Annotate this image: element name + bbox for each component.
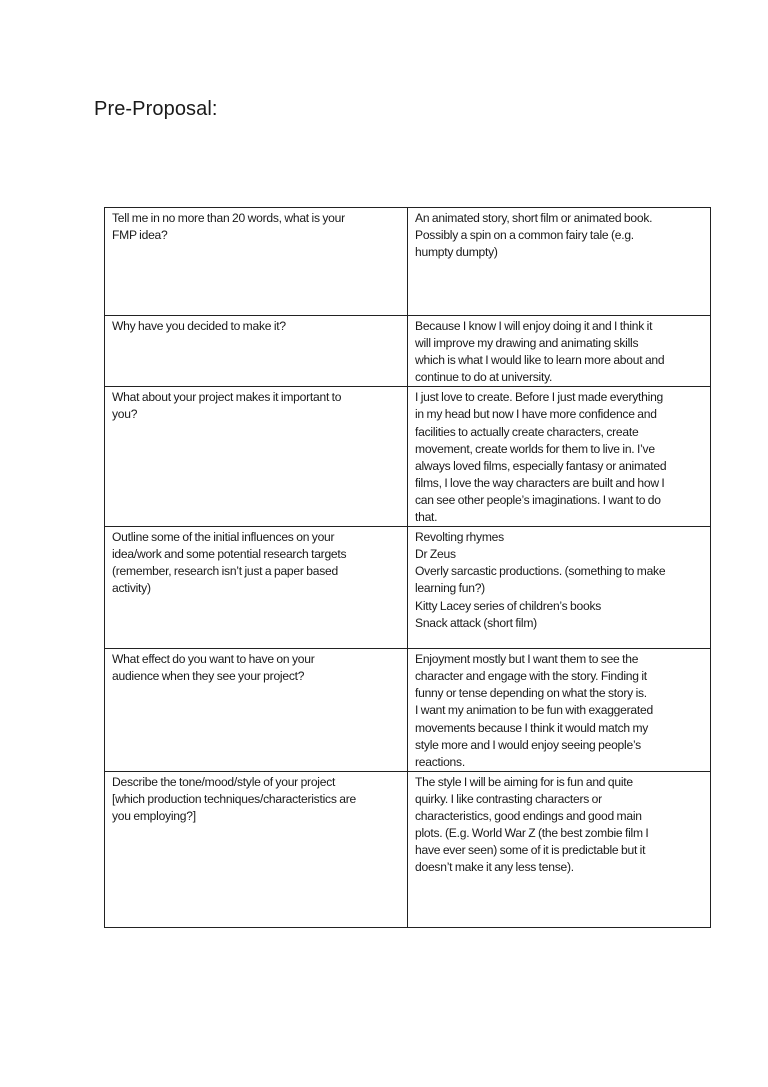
question-line: you?: [112, 407, 138, 422]
answer-cell: [408, 316, 711, 387]
answer-line: Overly sarcastic productions. (something to make: [415, 564, 666, 579]
question-line: (remember, research isn’t just a paper based: [112, 564, 338, 579]
answer-line: Enjoyment mostly but I want them to see the: [415, 652, 639, 667]
answer-line: films, I love the way characters are built and how I: [415, 475, 665, 490]
answer-line: learning fun?): [415, 581, 485, 596]
answer-line: Kitty Lacey series of children’s books: [415, 598, 602, 613]
answer-line: An animated story, short film or animated book.: [415, 211, 653, 225]
question-line: Describe the tone/mood/style of your project: [112, 774, 336, 789]
answer-line: that.: [415, 510, 438, 525]
table-row: [105, 771, 711, 927]
question-cell: [105, 387, 408, 527]
question-line: What about your project makes it important to: [112, 390, 342, 405]
answer-line: quirky. I like contrasting characters or: [415, 791, 602, 806]
question-line: Tell me in no more than 20 words, what is your: [112, 211, 345, 225]
answer-cell: [408, 387, 711, 527]
answer-line: Because I know I will enjoy doing it and I think it: [415, 319, 653, 333]
question-line: Why have you decided to make it?: [112, 319, 286, 333]
question-cell: [105, 316, 408, 387]
answer-line: Possibly a spin on a common fairy tale (e.g.: [415, 228, 634, 243]
answer-line: Dr Zeus: [415, 547, 456, 562]
table-row: [105, 649, 711, 772]
answer-line: I want my animation to be fun with exaggerated: [415, 703, 653, 718]
question-line: activity): [112, 581, 151, 596]
question-cell: [105, 208, 408, 316]
pre-proposal-table: [104, 207, 711, 928]
question-cell: [105, 771, 408, 927]
answer-line: characteristics, good endings and good main: [415, 808, 642, 823]
question-line: you employing?]: [112, 808, 196, 823]
question-line: [which production techniques/characteristics are: [112, 791, 356, 806]
table-row: [105, 527, 711, 649]
table-row: [105, 208, 711, 316]
answer-line: funny or tense depending on what the story is.: [415, 686, 647, 701]
question-cell: [105, 527, 408, 649]
answer-cell: [408, 208, 711, 316]
answer-line: doesn’t make it any less tense).: [415, 860, 574, 875]
question-line: FMP idea?: [112, 228, 168, 243]
answer-cell: [408, 527, 711, 649]
answer-line: movements because I think it would match my: [415, 720, 649, 735]
table-row: [105, 387, 711, 527]
answer-line: character and engage with the story. Finding it: [415, 669, 647, 684]
question-line: idea/work and some potential research targets: [112, 547, 347, 562]
question-line: What effect do you want to have on your: [112, 652, 315, 667]
answer-line: in my head but now I have more confidence and: [415, 407, 657, 422]
answer-line: The style I will be aiming for is fun and quite: [415, 774, 633, 789]
answer-line: continue to do at university.: [415, 370, 553, 385]
answer-line: movement, create worlds for them to live in. I’ve: [415, 441, 655, 456]
table-row: [105, 316, 711, 387]
answer-line: have ever seen) some of it is predictable but it: [415, 843, 646, 858]
answer-cell: [408, 771, 711, 927]
answer-line: Revolting rhymes: [415, 530, 504, 545]
question-line: audience when they see your project?: [112, 669, 305, 684]
answer-line: will improve my drawing and animating skills: [415, 336, 639, 351]
answer-line: facilities to actually create characters, create: [415, 424, 639, 439]
answer-line: humpty dumpty): [415, 245, 498, 260]
answer-cell: [408, 649, 711, 772]
answer-line: Snack attack (short film): [415, 615, 537, 630]
question-cell: [105, 649, 408, 772]
answer-line: style more and I would enjoy seeing people’s: [415, 737, 641, 752]
answer-line: can see other people’s imaginations. I want to do: [415, 492, 661, 507]
page-title: Pre-Proposal:: [94, 98, 218, 120]
answer-line: reactions.: [415, 754, 465, 769]
answer-line: always loved films, especially fantasy or animated: [415, 458, 667, 473]
answer-line: which is what I would like to learn more about and: [415, 353, 665, 368]
answer-line: I just love to create. Before I just made everything: [415, 390, 664, 405]
answer-line: plots. (E.g. World War Z (the best zombie film I: [415, 826, 649, 841]
question-line: Outline some of the initial influences on your: [112, 530, 335, 545]
